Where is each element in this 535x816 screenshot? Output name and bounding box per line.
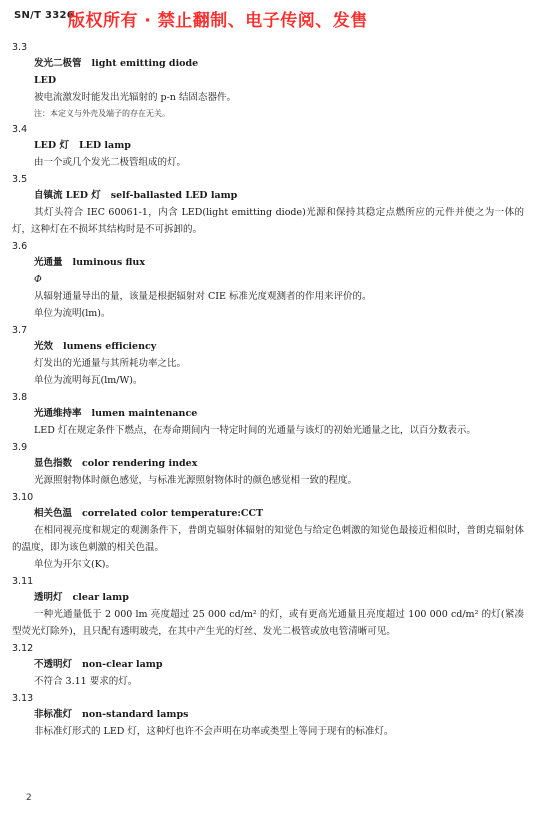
note-text: 注：本定义与外壳及端子的存在无关。 [34,109,170,118]
term-heading [12,405,524,422]
term-entry [12,323,524,389]
unit-line: 单位为开尔文(K)。 [34,559,116,570]
term-en: non-clear lamp [82,659,163,670]
definition-line: LED [34,75,57,86]
term-entry [12,172,524,238]
term-entry [12,40,524,121]
term-zh: 自镇流 LED 灯 [34,190,101,201]
copyright-watermark: 版权所有 · 禁止翻制、电子传阅、发售 [68,11,368,31]
term-zh: 发光二极管 [34,58,82,69]
definition-line: 非标准灯形式的 LED 灯，这种灯也许不会声明在功率或类型上等同于现有的标准灯。 [34,726,394,737]
term-heading [12,187,524,204]
term-heading [12,656,524,673]
standard-code: SN/T 3326 [14,10,75,21]
term-heading [12,137,524,154]
definition-line: 从辐射通量导出的量，该量是根据辐射对 CIE 标准光度观测者的作用来评价的。 [34,291,372,302]
clause-number: 3.3 [12,42,28,53]
definition-line: 单位为流明每瓦(lm/W)。 [34,375,143,386]
clause-number: 3.12 [12,643,34,654]
term-heading [12,706,524,723]
term-en: clear lamp [72,592,129,603]
term-entry [12,490,524,573]
term-zh: 光效 [34,341,54,352]
term-entry [12,390,524,439]
definition-line: 单位为流明(lm)。 [34,308,111,319]
definition-text: 其灯头符合 IEC 60061-1，内含 LED(light emitting diode)光源和保持其稳定点燃所应的元件并使之为一体的灯，这种灯在不损坏其结构时是不可拆卸的。 [12,207,524,235]
term-zh: 不透明灯 [34,659,73,670]
quantity-symbol: Φ [34,274,42,285]
definition-line: 灯发出的光通量与其所耗功率之比。 [34,358,187,369]
definition-line: 由一个或几个发光二极管组成的灯。 [34,157,187,168]
term-heading [12,505,524,522]
term-heading [12,254,524,271]
definition-line: 光源照射物体时颜色感觉，与标准光源照射物体时的颜色感觉相一致的程度。 [34,475,358,486]
definition-line: 被电流激发时能发出光辐射的 p-n 结固态器件。 [34,92,236,103]
terms-list [12,40,524,741]
term-heading [12,55,524,72]
definition-text: 一种光通量低于 2 000 lm 亮度超过 25 000 cd/m² 的灯，或有更高光通量且亮度超过 100 000 cd/m² 的灯(紧凑型荧光灯除外)，且只配有透明玻壳，在其中产生光的灯丝、发光二极管或放电管清晰可见。 [12,609,524,637]
term-zh: 光通量 [34,257,63,268]
clause-number: 3.10 [12,492,34,503]
term-zh: 透明灯 [34,592,63,603]
clause-number: 3.11 [12,576,34,587]
clause-number: 3.9 [12,442,28,453]
term-en: lumen maintenance [91,408,198,419]
term-en: luminous flux [72,257,145,268]
term-entry [12,574,524,640]
term-entry [12,239,524,322]
page-header [14,6,524,30]
clause-number: 3.5 [12,174,28,185]
term-en: LED lamp [78,140,131,151]
term-zh: 相关色温 [34,508,73,519]
clause-number: 3.4 [12,124,28,135]
term-en: non-standard lamps [82,709,189,720]
definition-text: 在相同视亮度和规定的观测条件下，普朗克辐射体辐射的知觉色与给定色刺激的知觉色最接近相似时，普朗克辐射体的温度，即为该色刺激的相关色温。 [12,525,524,553]
term-entry [12,122,524,171]
term-en: color rendering index [82,458,198,469]
term-zh: LED 灯 [34,140,69,151]
term-heading [12,455,524,472]
term-en: self-ballasted LED lamp [110,190,238,201]
page-number: 2 [26,793,32,803]
term-entry [12,641,524,690]
term-en: light emitting diode [91,58,199,69]
term-zh: 光通维持率 [34,408,82,419]
term-en: lumens efficiency [63,341,157,352]
clause-number: 3.8 [12,392,28,403]
term-heading [12,338,524,355]
term-entry [12,440,524,489]
term-en: correlated color temperature:CCT [82,508,264,519]
term-entry [12,691,524,740]
clause-number: 3.13 [12,693,34,704]
clause-number: 3.7 [12,325,28,336]
definition-line: 不符合 3.11 要求的灯。 [34,676,138,687]
clause-number: 3.6 [12,241,28,252]
definition-text: LED 灯在规定条件下燃点，在寿命期间内一特定时间的光通量与该灯的初始光通量之比，以百分数表示。 [34,425,476,436]
term-heading [12,589,524,606]
term-zh: 显色指数 [34,458,73,469]
term-zh: 非标准灯 [34,709,73,720]
